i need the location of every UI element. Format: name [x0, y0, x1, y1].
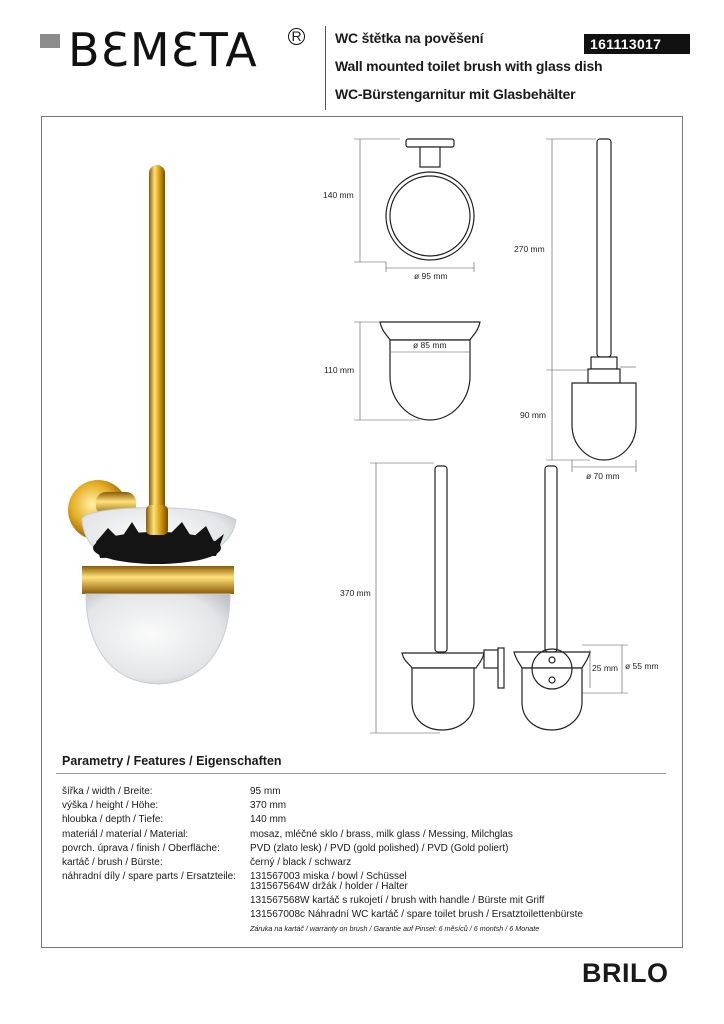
label-rosette-diameter: ø 55 mm: [625, 661, 659, 671]
title-german: WC-Bürstengarnitur mit Glasbehälter: [335, 86, 576, 102]
drawing-assembly-front: [514, 466, 590, 730]
feature-value: 140 mm: [250, 814, 287, 826]
label-rosette-depth: 25 mm: [592, 663, 618, 673]
label-holder-diameter: ø 95 mm: [414, 271, 448, 281]
gold-ring: [82, 566, 234, 594]
label-holder-depth: 140 mm: [323, 190, 354, 200]
drawing-holder-top: [386, 139, 474, 260]
features-title: Parametry / Features / Eigenschaften: [62, 754, 282, 768]
feature-label: šířka / width / Breite:: [62, 786, 153, 797]
spare-part-line: 131567564W držák / holder / Halter: [250, 881, 408, 892]
title-english: Wall mounted toilet brush with glass dish: [335, 58, 603, 74]
brush-collar: [146, 505, 168, 535]
label-total-height: 370 mm: [340, 588, 371, 598]
feature-label: náhradní díly / spare parts / Ersatzteile:: [62, 871, 236, 883]
series-name: BRILO: [582, 958, 669, 988]
label-bowl-diameter: ø 85 mm: [413, 340, 447, 350]
spare-part-line: 131567008c Náhradní WC kartáč / spare toilet brush / Ersatztoilettenbürste: [250, 909, 583, 920]
glass-bowl: [86, 594, 230, 684]
spare-part-line: 131567568W kartáč s rukojetí / brush with handle / Bürste mit Griff: [250, 895, 545, 906]
feature-value: PVD (zlato lesk) / PVD (gold polished) / PVD (Gold poliert): [250, 842, 509, 854]
drawing-assembly-side: [402, 466, 504, 730]
drawing-bowl: [380, 322, 480, 420]
feature-label: kartáč / brush / Bürste:: [62, 856, 163, 868]
brush-handle: [149, 165, 165, 520]
feature-value: mosaz, mléčné sklo / brass, milk glass / Messing, Milchglas: [250, 828, 513, 840]
label-brush-length: 270 mm: [514, 244, 545, 254]
drawing-brush: [572, 139, 636, 460]
label-bowl-height: 110 mm: [324, 365, 355, 375]
title-czech: WC štětka na pověšení: [335, 30, 484, 46]
label-brush-diameter: ø 70 mm: [586, 471, 620, 481]
product-photo: [68, 165, 236, 684]
label-brush-head: 90 mm: [520, 410, 546, 420]
feature-value: 131567003 miska / bowl / Schüssel: [250, 871, 407, 883]
feature-label: hloubka / depth / Tiefe:: [62, 814, 164, 826]
feature-label: povrch. úprava / finish / Oberfläche:: [62, 842, 220, 854]
product-code-badge: 161113017: [584, 34, 690, 54]
feature-value: 95 mm: [250, 786, 281, 797]
warranty-note: Záruka na kartáč / warranty on brush / Garantie auf Pinsel: 6 měsíců / 6 montsh / 6 Monate: [250, 924, 540, 933]
feature-value: černý / black / schwarz: [250, 856, 352, 868]
feature-label: materiál / material / Material:: [62, 828, 189, 840]
logo-text: BƐMƐTA: [68, 23, 258, 77]
feature-value: 370 mm: [250, 800, 287, 812]
features-divider: [56, 773, 666, 774]
registered-mark: R: [288, 28, 305, 45]
feature-label: výška / height / Höhe:: [62, 800, 159, 812]
